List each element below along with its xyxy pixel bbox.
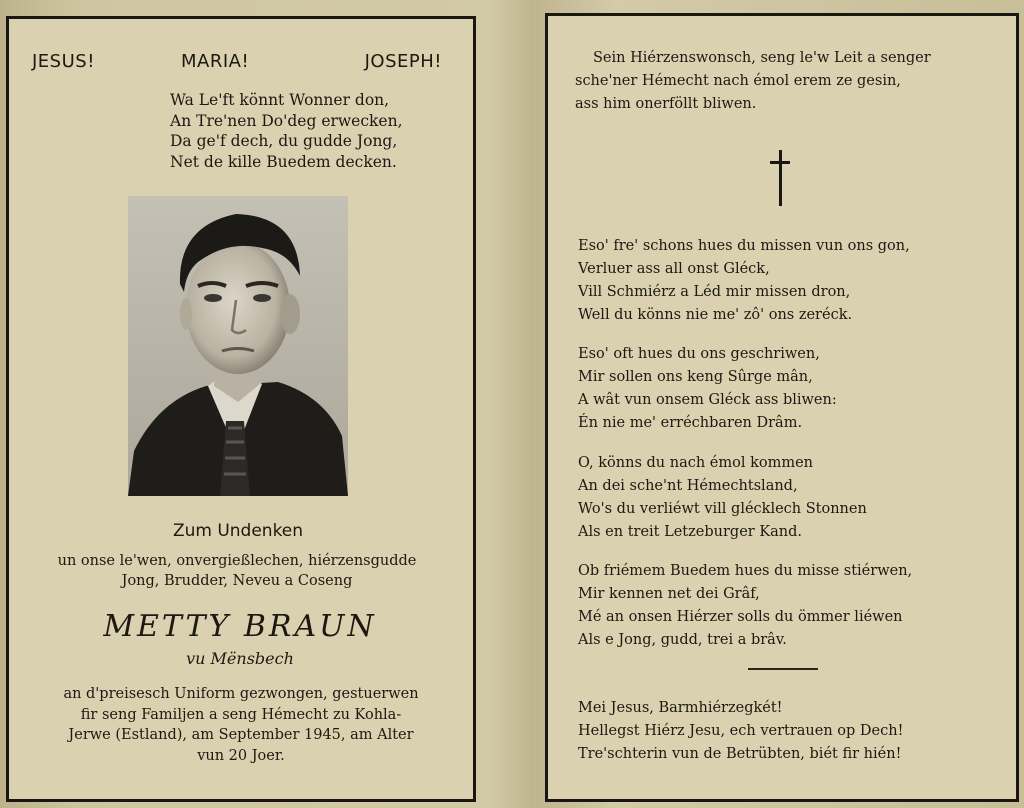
stanza-line: Vill Schmiérz a Léd mir missen dron, <box>578 284 851 300</box>
divider-rule <box>748 668 818 670</box>
stanza-line: Als en treit Letzeburger Kand. <box>578 524 803 540</box>
deceased-origin: vu Mënsbech <box>186 649 294 668</box>
stanza-line: Wo's du verliéwt vill glécklech Stonnen <box>578 501 867 517</box>
portrait-illustration <box>128 196 348 496</box>
intro-line: sche'ner Hémecht nach émol erem ze gesin, <box>575 73 901 89</box>
poem-stanza <box>578 452 867 544</box>
prayer-line: Tre'schterin vun de Betrübten, biét fir hién! <box>578 746 902 762</box>
dedication-line: Jong, Brudder, Neveu a Coseng <box>121 573 353 589</box>
invocation-maria: MARIA! <box>181 51 250 72</box>
stanza-line: Eso' oft hues du ons geschriwen, <box>578 346 820 362</box>
death-notice <box>36 684 446 766</box>
stanza-line: O, könns du nach émol kommen <box>578 455 814 471</box>
invocation-joseph: JOSEPH! <box>364 51 442 72</box>
verse-line: Da ge'f dech, du gudde Jong, <box>170 132 398 150</box>
stanza-line: Mir sollen ons keng Sûrge mân, <box>578 369 813 385</box>
intro-line: Sein Hiérzenswonsch, seng le'w Leit a senger <box>593 50 931 66</box>
intro-text <box>575 47 931 116</box>
prayer-line: Mei Jesus, Barmhiérzegkét! <box>578 700 783 716</box>
death-notice-line: fir seng Familjen a seng Hémecht zu Kohla- <box>80 706 402 723</box>
dedication <box>22 551 452 591</box>
cross-icon <box>770 150 790 206</box>
stanza-line: Én nie me' erréchbaren Drâm. <box>578 415 803 431</box>
opening-verse <box>170 90 450 172</box>
stanza-line: Als e Jong, gudd, trei a brâv. <box>578 632 787 648</box>
verse-line: Wa Le'ft könnt Wonner don, <box>170 91 390 109</box>
invocations <box>32 51 442 81</box>
stanza-line: Well du könns nie me' zô' ons zeréck. <box>578 307 853 323</box>
stanza-line: An dei sche'nt Hémechtsland, <box>578 478 798 494</box>
stanza-line: Eso' fre' schons hues du missen vun ons gon, <box>578 238 910 254</box>
invocation-jesus: JESUS! <box>32 51 95 72</box>
portrait-photo <box>128 196 348 496</box>
poem-stanza <box>578 343 837 435</box>
deceased-name: METTY BRAUN <box>103 609 377 644</box>
stanza-line: Verluer ass all onst Gléck, <box>578 261 770 277</box>
verse-line: Net de kille Buedem decken. <box>170 152 397 171</box>
dedication-line: un onse le'wen, onvergießlechen, hiérzensgudde <box>57 553 417 569</box>
prayer-line: Hellegst Hiérz Jesu, ech vertrauen op Dech! <box>578 723 904 739</box>
stanza-line: Mé an onsen Hiérzer solls du ömmer liéwen <box>578 609 903 625</box>
intro-line: ass him onerföllt bliwen. <box>575 96 757 112</box>
poem-stanza <box>578 235 910 327</box>
poem-stanza <box>578 560 912 652</box>
stanza-line: Ob friémem Buedem hues du misse stiérwen, <box>578 563 913 579</box>
verse-line: An Tre'nen Do'deg erwecken, <box>170 111 403 130</box>
death-notice-line: Jerwe (Estland), am September 1945, am Alter <box>68 727 414 743</box>
memorial-heading: Zum Undenken <box>172 521 304 541</box>
death-notice-line: an d'preisesch Uniform gezwongen, gestuerwen <box>63 686 419 702</box>
prayers <box>578 697 903 766</box>
stanza-line: Mir kennen net dei Grâf, <box>578 586 760 602</box>
death-notice-line: vun 20 Joer. <box>197 747 285 764</box>
stanza-line: A wât vun onsem Gléck ass bliwen: <box>578 392 837 408</box>
